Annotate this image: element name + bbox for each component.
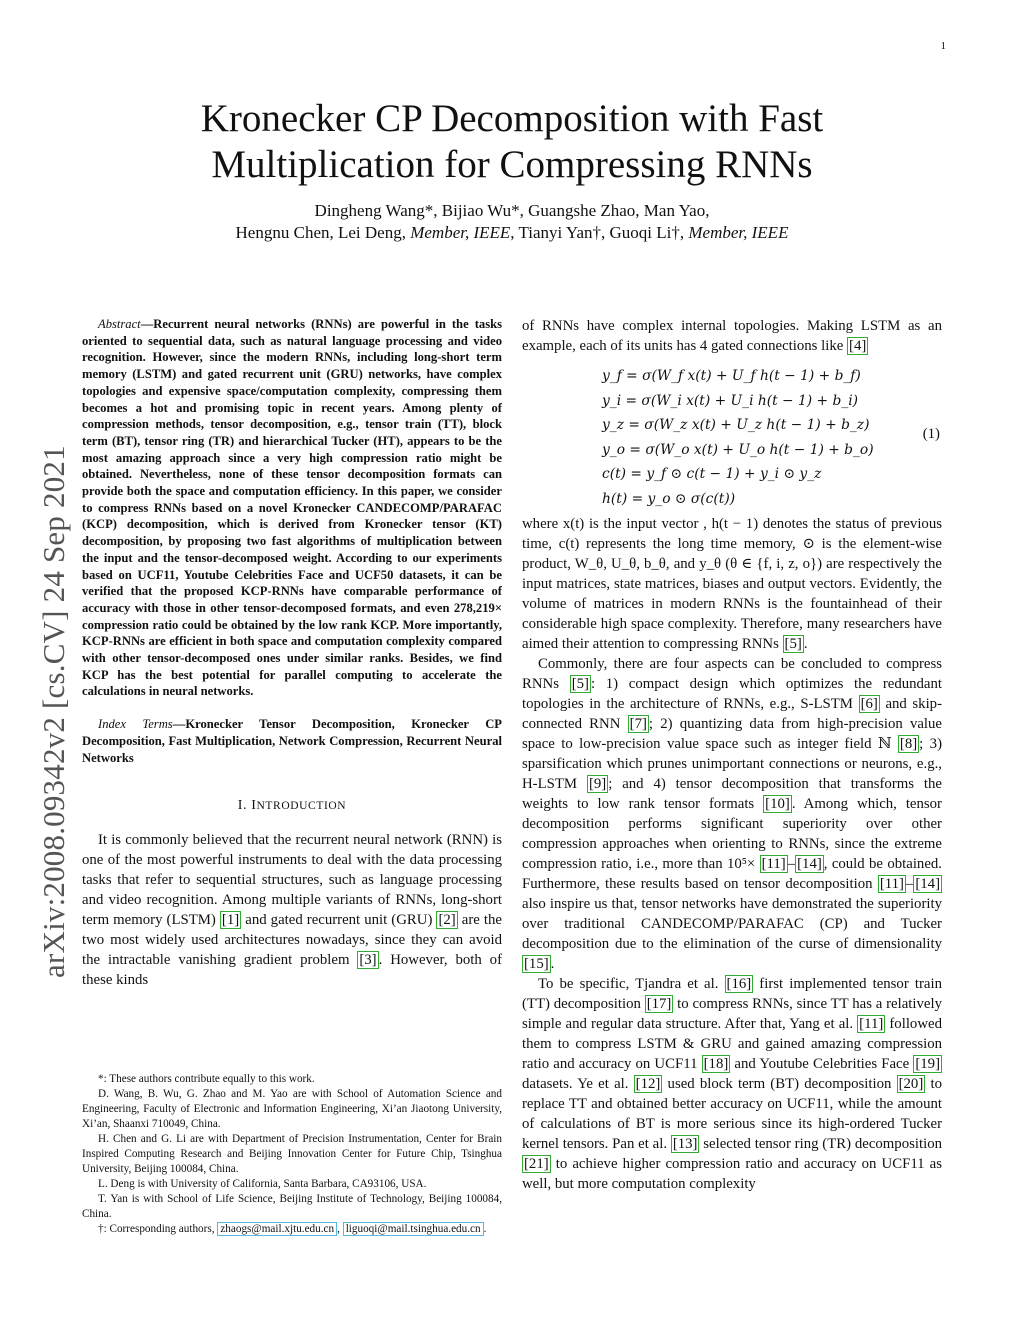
citation-link[interactable]: [2]: [438, 912, 456, 929]
citation-link[interactable]: [19]: [915, 1056, 941, 1072]
equation-line: y_z = σ(W_z x(t) + U_z h(t − 1) + b_z): [602, 417, 870, 433]
abstract-text: —Recurrent neural networks (RNNs) are powerful in the tasks oriented to sequential data, such as natural language processing and video recognition. However, since the modern RNNs, including long-short term memory (LSTM) and gated recurrent unit (GRU) networks, have complex topologies and expensive space/computation complexity, compressing them becomes a hot and promising topic in recent years. Among plenty of compression methods, tensor decomposition, e.g., tensor train (TT), block term (BT), tensor ring (TR) and hierarchical Tucker (HT), appears to be the most amazing approach since a very high compression ratio might be obtained. Nevertheless, none of these tensor decomposition formats can provide both the space and computation efficiency. In this paper, we consider to compress RNNs based on a novel Kronecker CANDECOMP/PARAFAC (KCP) decomposition, which is derived from Kronecker tensor (KT) decomposition, by proposing two fast algorithms of multiplication between the input and the tensor-decomposed weight. According to our experiments based on UCF11, Youtube Celebrities Face and UCF50 datasets, it can be verified that the proposed KCP-RNNs have comparable performance of accuracy with those in other tensor-decomposed formats, and even 278,219× compression ratio could be obtained by the low rank KCP. More importantly, KCP-RNNs are efficient in both space and computation complexity compared with other tensor-decomposed ones under similar ranks. Besides, we find KCP has the best potential for parallel computing to accelerate the calculations in neural networks.: [82, 317, 502, 699]
equation-line: y_i = σ(W_i x(t) + U_i h(t − 1) + b_i): [602, 392, 859, 409]
citation-link[interactable]: [17]: [646, 996, 672, 1012]
citation-link[interactable]: [4]: [849, 338, 867, 354]
footnote: *: These authors contribute equally to this work.: [98, 1073, 315, 1085]
authors-line-2: [0, 222, 1024, 244]
citation-link[interactable]: [21]: [524, 1156, 549, 1172]
footnote: H. Chen and G. Li are with Department of Precision Instrumentation, Center for Brain Inspired Computing Research and Beijing Innovation Center for Future Chip, Tsinghua University, Beijing 100084, China.: [82, 1133, 502, 1175]
equation-block: [522, 364, 942, 508]
citation-link[interactable]: [14]: [915, 876, 940, 892]
authors-line-1: Dingheng Wang*, Bijiao Wu*, Guangshe Zhao, Man Yao,: [314, 201, 710, 220]
equation-line: y_o = σ(W_o x(t) + U_o h(t − 1) + b_o): [602, 441, 874, 458]
section-heading-introduction: I. INTRODUCTION: [237, 798, 347, 814]
citation-link[interactable]: [1]: [221, 912, 240, 929]
citation-link[interactable]: [11]: [859, 1016, 884, 1032]
body-paragraph: To be specific, Tjandra et al. [16] first implemented tensor train (TT) decomposition [17] to compress RNNs, since TT has a relatively simple and regular data structure. After that, Yang et al. [11] followed them to compress LSTM & GRU and gained amazing compression ratio and accuracy on UCF11 [18] and Youtube Celebrities Face [19] datasets. Ye et al. [12] used block term (BT) decomposition [20] to replace TT and obtained better accuracy on UCF11, while the amount of calculations of BT is more serious since its high-ordered Tucker kernel tensors. Pan et al. [13] selected tensor ring (TR) decomposition [21] to achieve higher compression ratio and accuracy on UCF11 as well, but more computation complexity: [522, 976, 943, 1192]
authors-text: , Tianyi Yan†, Guoqi Li†,: [510, 223, 689, 242]
citation-link[interactable]: [20]: [898, 1076, 924, 1092]
citation-link[interactable]: [10]: [765, 796, 790, 812]
citation-link[interactable]: [13]: [672, 1136, 698, 1152]
arxiv-watermark: arXiv:2008.09342v2 [cs.CV] 24 Sep 2021: [36, 445, 71, 978]
footnotes: [82, 1072, 502, 1237]
page-number: 1: [940, 40, 946, 52]
membership: Member, IEEE: [688, 223, 789, 242]
equation-line: y_f = σ(W_f x(t) + U_f h(t − 1) + b_f): [602, 368, 861, 384]
title-line-2: Multiplication for Compressing RNNs: [211, 143, 813, 186]
citation-link[interactable]: [6]: [860, 696, 878, 712]
citation-link[interactable]: [14]: [797, 856, 822, 872]
citation-link[interactable]: [5]: [784, 636, 802, 652]
body-paragraph: of RNNs have complex internal topologies. Making LSTM as an example, each of its units has 4 gated connections like [4]: [522, 318, 942, 354]
citation-link[interactable]: [5]: [571, 676, 589, 692]
citation-link[interactable]: [9]: [588, 776, 607, 792]
footnote: T. Yan is with School of Life Science, Beijing Institute of Technology, Beijing 100084, China.: [82, 1193, 502, 1220]
index-terms: [82, 716, 502, 766]
citation-link[interactable]: [16]: [726, 976, 752, 992]
body-paragraph: where x(t) is the input vector , h(t − 1) denotes the status of previous time, c(t) represents the long time memory, ⊙ is the element-wise product, W_θ, U_θ, b_θ, and y_θ (θ ∈ {f, i, z, o}) are respectively the input matrices, state matrices, biases and output vectors. Evidently, the volume of matrices in modern RNNs is the fountainhead of their considerable high space complexity. Therefore, many researchers have aimed their attention to compressing RNNs [5] .: [522, 516, 942, 652]
citation-link[interactable]: [12]: [635, 1076, 661, 1092]
citation-link[interactable]: [11]: [761, 856, 786, 872]
citation-link[interactable]: [11]: [879, 876, 904, 892]
authors-text: Hengnu Chen, Lei Deng,: [235, 223, 411, 242]
index-terms-text: —Kronecker Tensor Decomposition, Kronecker CP Decomposition, Fast Multiplication, Network Compression, Recurrent Neural Networks: [82, 717, 502, 765]
citation-link[interactable]: [15]: [524, 956, 549, 972]
equation-line: h(t) = y_o ⊙ σ(c(t)): [602, 490, 736, 507]
right-column: [522, 316, 942, 1194]
body-paragraph: Commonly, there are four aspects can be concluded to compress RNNs [5] : 1) compact design which optimizes the redundant topologies in the architecture of RNNs, e.g., S-LSTM [6] and skip-connected RNN [7] ; 2) quantizing data from high-precision value space to low-precision value space such as integer field ℕ [8] ; 3) sparsification which prunes unimportant connections or neurons, e.g., H-LSTM [9] ; and 4) tensor decomposition that transforms the weights to low rank tensor formats [10] . Among which, tensor decomposition performs significant superiority over other compression approaches when orienting to RNNs, since the extreme compression ratio, i.e., more than 10⁵× [11] – [14] , could be obtained. Furthermore, these results based on tensor decomposition [11] – [14] also inspire us that, tensor networks have demonstrated the superiority over traditional CANDECOMP/PARAFAC (CP) and Tucker decomposition due to the elimination of the curse of dimensionality [15] .: [522, 656, 943, 972]
left-column: [82, 316, 502, 990]
email-link[interactable]: zhaogs@mail.xjtu.edu.cn: [217, 1222, 337, 1236]
footnote: D. Wang, B. Wu, G. Zhao and M. Yao are with School of Automation Science and Engineering, Faculty of Electronic and Information Engineering, Xi’an Jiaotong University, Xi’an, Shaanxi 710049, China.: [82, 1088, 502, 1130]
footnote-corresponding: †: Corresponding authors, zhaogs@mail.xjtu.edu.cn , liguoqi@mail.tsinghua.edu.cn .: [98, 1223, 487, 1235]
membership: Member, IEEE: [410, 223, 511, 242]
citation-link[interactable]: [3]: [359, 952, 377, 969]
abstract: [82, 316, 502, 700]
equation-line: c(t) = y_f ⊙ c(t − 1) + y_i ⊙ y_z: [602, 466, 822, 482]
title-line-1: Kronecker CP Decomposition with Fast: [200, 97, 824, 140]
intro-paragraph: It is commonly believed that the recurrent neural network (RNN) is one of the most powerful instruments to deal with the data processing tasks that refer to sequential structures, such as language processing and video recognition. Among multiple variants of RNNs, long-short term memory (LSTM) [1] and gated recurrent unit (GRU) [2] are the two most widely used architectures nowadays, since they can avoid the intractable vanishing gradient problem [3] . However, both of these kinds: [82, 832, 502, 989]
equation-number: (1): [922, 426, 940, 442]
index-terms-label: Index Terms: [98, 717, 173, 732]
citation-link[interactable]: [8]: [899, 736, 918, 752]
abstract-label: Abstract: [98, 317, 141, 331]
paper-title: [0, 96, 1024, 188]
author-list: [0, 200, 1024, 244]
citation-link[interactable]: [7]: [629, 716, 647, 732]
footnote: L. Deng is with University of California, Santa Barbara, CA93106, USA.: [98, 1178, 427, 1190]
equation-lines: [602, 364, 874, 511]
citation-link[interactable]: [18]: [703, 1056, 729, 1072]
email-link[interactable]: liguoqi@mail.tsinghua.edu.cn: [343, 1222, 484, 1236]
